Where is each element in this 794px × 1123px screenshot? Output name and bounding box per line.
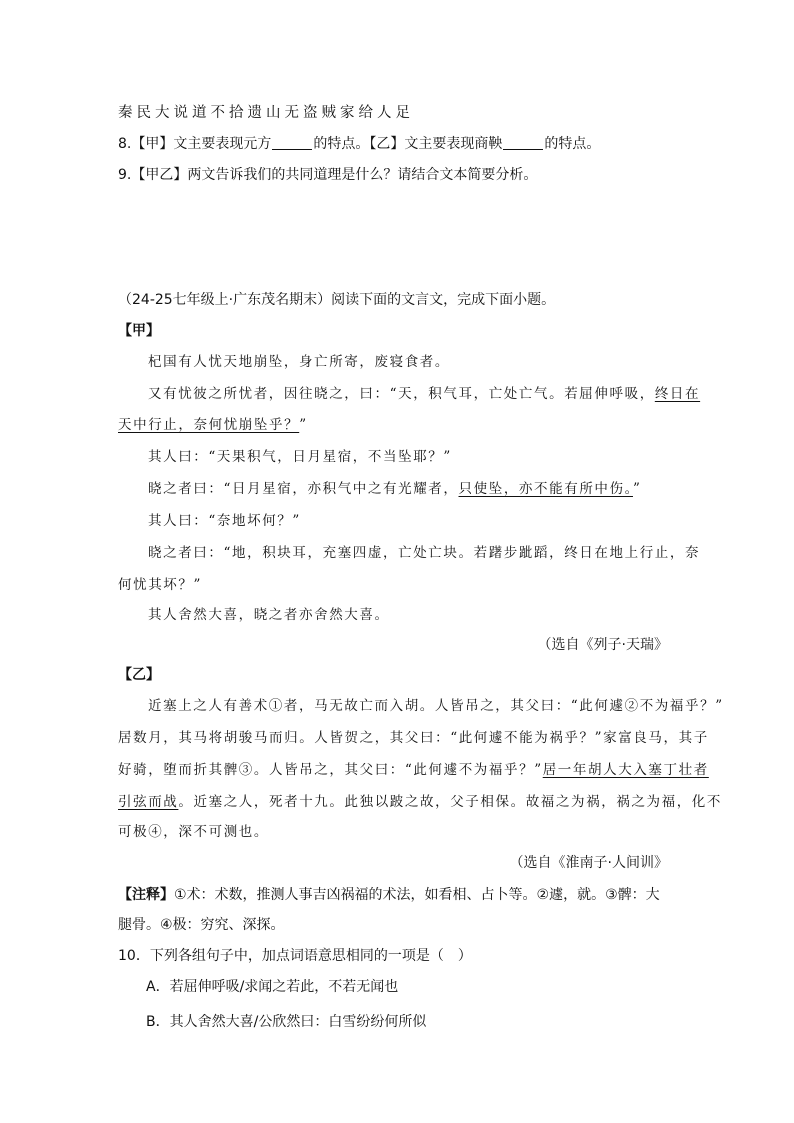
yi-p1d-underlined: 引弦而战 xyxy=(118,794,179,810)
jia-paragraph-5: 其人曰：“奈地坏何？” xyxy=(148,513,301,529)
jia-source: （选自《列子·天瑞》 xyxy=(537,637,668,653)
q8-part-c: 的特点。 xyxy=(544,136,601,152)
list-line: 秦民大说道不拾遗山无盗贼家给人足 xyxy=(118,105,414,121)
question-9: 9.【甲乙】两文告诉我们的共同道理是什么？请结合文本简要分析。 xyxy=(118,167,538,183)
jia-paragraph-7: 其人舍然大喜，晓之者亦舍然大喜。 xyxy=(148,607,390,623)
jia-paragraph-2a xyxy=(148,384,700,404)
yi-paragraph-1a: 近塞上之人有善术①者，马无故亡而入胡。人皆吊之，其父曰：“此何遽②不为福乎？” xyxy=(148,698,724,714)
yi-label: 【乙】 xyxy=(118,667,160,683)
jia-paragraph-1: 杞国有人忧天地崩坠，身亡所寄，废寝食者。 xyxy=(148,354,450,370)
yi-paragraph-1d xyxy=(118,792,722,812)
jia-p2-underlined: 终日在 xyxy=(654,386,701,402)
q8-part-b: 的特点。【乙】文主要表现商鞅 xyxy=(313,136,503,152)
jia-paragraph-3: 其人曰：“天果积气，日月星宿，不当坠耶？” xyxy=(148,449,452,465)
notes xyxy=(118,885,660,905)
option-b[interactable]: B．其人舍然大喜/公欣然曰：白雪纷纷何所似 xyxy=(146,1014,427,1030)
jia-p4-underlined: 只使坠，亦不能有所中伤。 xyxy=(458,481,633,497)
question-8 xyxy=(118,134,600,154)
jia-p4-end: ” xyxy=(632,481,642,497)
option-a[interactable]: A．若屈伸呼吸/求闻之若此，不若无闻也 xyxy=(146,979,399,995)
yi-paragraph-1b: 居数月，其马将胡骏马而归。人皆贺之，其父曰：“此何遽不能为祸乎？”家富良马，其子 xyxy=(118,730,709,746)
answer-blank-2[interactable] xyxy=(503,135,543,150)
yi-paragraph-1e: 可极④，深不可测也。 xyxy=(118,824,269,840)
jia-p4-text: 晓之者曰：“日月星宿，亦积气中之有光耀者， xyxy=(148,481,459,497)
yi-p1c-underlined: 居一年胡人大入塞丁壮者 xyxy=(542,762,709,778)
yi-p1d-text: 。近塞之人，死者十九。此独以跛之故，父子相保。故福之为祸，祸之为福，化不 xyxy=(178,794,723,810)
yi-p1c-text: 好骑，堕而折其髀③。人皆吊之，其父曰：“此何遽不为福乎？” xyxy=(118,762,543,778)
section-intro: （24-25七年级上·广东茂名期末）阅读下面的文言文，完成下面小题。 xyxy=(118,292,556,308)
yi-paragraph-1c xyxy=(118,760,709,780)
notes-continued: 腿骨。④极：穷究、深探。 xyxy=(118,917,285,933)
jia-paragraph-2b xyxy=(118,415,308,435)
answer-blank-1[interactable] xyxy=(272,135,312,150)
notes-text-a: ①术：术数，推测人事吉凶祸福的术法，如看相、占卜等。②遽，就。③髀：大 xyxy=(174,887,660,903)
jia-label: 【甲】 xyxy=(118,323,160,339)
jia-p2b-underlined: 天中行止，奈何忧崩坠乎？ xyxy=(118,417,300,433)
jia-paragraph-6a: 晓之者曰：“地，积块耳，充塞四虚，亡处亡块。若躇步跐蹈，终日在地上行止，奈 xyxy=(148,545,701,561)
jia-paragraph-6b: 何忧其坏？” xyxy=(118,577,203,593)
jia-p2b-text: ” xyxy=(299,417,308,433)
yi-source: （选自《淮南子·人间训》 xyxy=(509,855,668,871)
jia-p2-text: 又有忧彼之所忧者，因往晓之，曰：“天，积气耳，亡处亡气。若屈伸呼吸， xyxy=(148,386,655,402)
jia-paragraph-4 xyxy=(148,479,641,499)
notes-label: 【注释】 xyxy=(118,887,174,903)
question-10: 10．下列各组句子中，加点词语意思相同的一项是（ ） xyxy=(118,948,472,964)
q8-part-a: 8.【甲】文主要表现元方 xyxy=(118,136,272,152)
